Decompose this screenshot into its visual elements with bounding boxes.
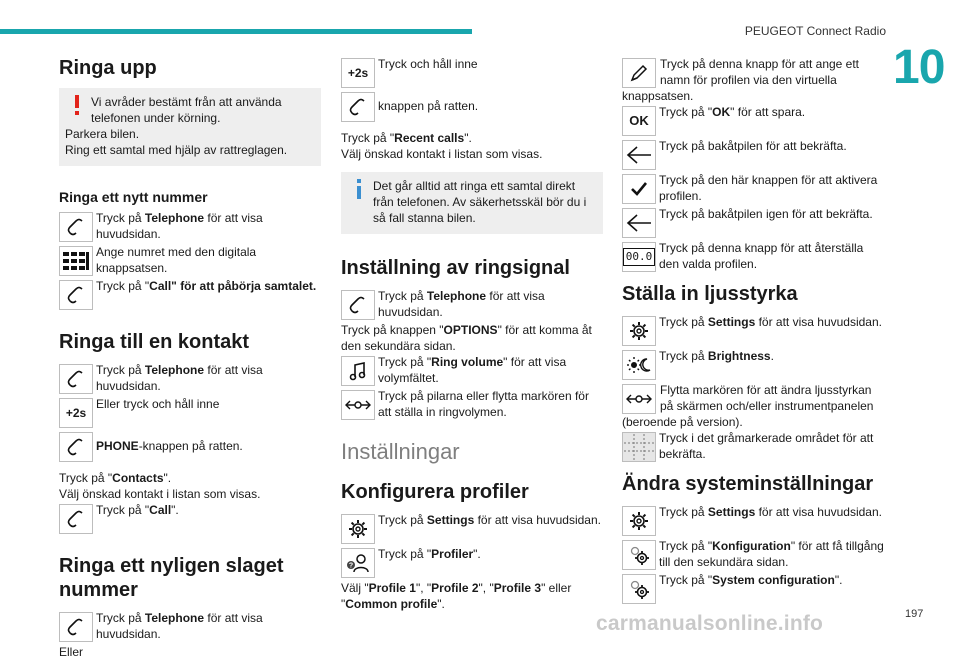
heading-ringtone: Inställning av ringsignal xyxy=(341,257,570,279)
gears-icon xyxy=(622,574,656,604)
step-ok: OK Tryck på "OK" för att spara. xyxy=(622,104,884,138)
step-system-config: Tryck på "System configuration". xyxy=(622,572,884,606)
info-note: Det går alltid att ringa ett samtal direkt från telefonen. Av säkerhetsskäl bör du i så fall stanna bilen. xyxy=(341,172,603,234)
slider-arrows-icon xyxy=(341,390,375,420)
warning-note xyxy=(59,88,321,166)
step-activate: Tryck på den här knappen för att aktivera profilen. xyxy=(622,172,884,206)
heading-profiles: Konfigurera profiler xyxy=(341,481,529,503)
heading-contact: Ringa till en kontakt xyxy=(59,331,250,353)
heading-new-number: Ringa ett nytt nummer xyxy=(59,189,208,205)
step-ring-volume: Tryck på "Ring volume" för att visa volymfältet. xyxy=(341,354,603,388)
column-1: Ringa upp Vi avråder bestämt från att använda telefonen under körning. Parkera bilen. Ring ett samtal med hjälp av rattreglagen. Ringa ett nytt nummer Tryck på Telephone för att visa huvudsidan. Ange numret med den digitala knappsatsen. Tryck på "Call" för att påbörja samtalet. Ringa till en kontakt Tryck på Telephone för att visa huvudsidan. +2s Eller tryck och håll inne PHONE-knappen på ratten. Tryck på "Contacts". Välj önskad kontakt i listan som visas. Tryck på "Call". Ringa ett nyligen slaget nummer Tryck på Telephone för att visa huvudsidan. Eller xyxy=(59,56,321,660)
step-phone-button: PHONE-knappen på ratten. xyxy=(59,430,321,470)
warning-text-1: Vi avråder bestämt från att använda telefonen under körning. xyxy=(91,95,282,125)
column-3 xyxy=(622,56,884,606)
hold-2s-icon: +2s xyxy=(59,398,93,428)
keypad-icon xyxy=(59,246,93,276)
telephone-icon xyxy=(59,432,93,462)
column-2: +2s Tryck och håll inne knappen på ratten. Tryck på "Recent calls". Välj önskad kontakt i listan som visas. Det går alltid att ringa ett samtal direkt från telefonen. Av säkerhetsskäl bör du i så fall stanna bilen. Inställning av ringsignal Tryck på Telephone för att visa huvudsidan. Tryck på knappen "OPTIONS" för att komma åt den sekundära sidan. Tryck på "Ring volume" för att visa volymfältet. Tryck på pilarna eller flytta markören för att ställa in ringvolymen. Inställningar Konfigurera profiler Tryck på Settings för att visa huvudsidan. ? Tryck på "Profiler". Välj "Profile 1", "Profile 2", "Profile 3" eller "Common profile". xyxy=(341,57,601,611)
profile-icon xyxy=(341,548,375,578)
header-accent-bar xyxy=(0,29,472,34)
step-back-again: Tryck på bakåtpilen igen för att bekräfta. xyxy=(622,206,884,240)
step-hold-2: +2s Tryck och håll inne xyxy=(341,56,603,90)
telephone-icon xyxy=(341,92,375,122)
step-move-slider: Flytta markören för att ändra ljusstyrkan på skärmen och/eller instrumentpanelen (beroende på version). xyxy=(622,383,874,429)
gear-icon xyxy=(622,506,656,536)
heading-settings: Inställningar xyxy=(341,439,460,464)
telephone-icon xyxy=(59,612,93,642)
checkmark-icon xyxy=(622,174,656,204)
pencil-icon xyxy=(622,58,656,88)
back-arrow-icon xyxy=(622,208,656,238)
step-wheel-button: knappen på ratten. xyxy=(341,90,603,130)
header-title: PEUGEOT Connect Radio xyxy=(744,24,886,38)
step-telephone-2: Tryck på Telephone för att visa huvudsidan. xyxy=(59,362,321,396)
step-telephone-4: Tryck på Telephone för att visa huvudsidan. xyxy=(341,288,603,322)
warning-text-2: Parkera bilen. xyxy=(65,127,140,141)
heading-brightness: Ställa in ljusstyrka xyxy=(622,283,798,305)
step-back: Tryck på bakåtpilen för att bekräfta. xyxy=(622,138,884,172)
step-profile-name: Tryck på denna knapp för att ange ett namn för profilen via den virtuella knappsatsen. xyxy=(622,57,860,103)
info-icon xyxy=(353,178,365,200)
telephone-icon xyxy=(59,364,93,394)
ok-button-icon: OK xyxy=(622,106,656,136)
step-hold: +2s Eller tryck och håll inne xyxy=(59,396,321,430)
heading-recent: Ringa ett nyligen slaget nummer xyxy=(59,555,284,601)
step-slider: Tryck på pilarna eller flytta markören för att ställa in ringvolymen. xyxy=(341,388,603,422)
svg-text:?: ? xyxy=(348,562,354,570)
gear-icon xyxy=(622,316,656,346)
step-settings-2: Tryck på Settings för att visa huvudsidan. xyxy=(622,314,884,348)
step-telephone-3: Tryck på Telephone för att visa huvudsidan. xyxy=(59,610,321,644)
telephone-icon xyxy=(59,280,93,310)
music-note-icon xyxy=(341,356,375,386)
step-settings: Tryck på Settings för att visa huvudsidan. xyxy=(341,512,603,546)
warning-text-3: Ring ett samtal med hjälp av rattreglagen. xyxy=(65,143,288,157)
slider-arrows-icon xyxy=(622,384,656,414)
reset-button-icon: 00.0 xyxy=(622,242,656,272)
step-call-contact: Tryck på "Call". xyxy=(59,502,321,536)
chapter-number: 10 xyxy=(893,41,945,94)
step-settings-3: Tryck på Settings för att visa huvudsidan. xyxy=(622,504,884,538)
heading-system: Ändra systeminställningar xyxy=(622,473,874,495)
heading-call: Ringa upp xyxy=(59,57,157,79)
step-reset: 00.0 Tryck på denna knapp för att återställa den valda profilen. xyxy=(622,240,884,274)
telephone-icon xyxy=(59,212,93,242)
telephone-icon xyxy=(341,290,375,320)
step-confirm-area: Tryck i det gråmarkerade området för att bekräfta. xyxy=(622,430,884,464)
warning-icon xyxy=(71,94,83,116)
back-arrow-icon xyxy=(622,140,656,170)
telephone-icon xyxy=(59,504,93,534)
step-configuration: Tryck på "Konfiguration" för att få tillgång till den sekundära sidan. xyxy=(622,538,884,572)
page-number: 197 xyxy=(905,608,924,620)
gears-icon xyxy=(622,540,656,570)
grey-area-icon xyxy=(622,432,656,462)
hold-2s-icon: +2s xyxy=(341,58,375,88)
brightness-icon xyxy=(622,350,656,380)
step-call: Tryck på "Call" för att påbörja samtalet. xyxy=(59,278,321,312)
gear-icon xyxy=(341,514,375,544)
step-brightness: Tryck på Brightness. xyxy=(622,348,884,382)
step-profiles: ? Tryck på "Profiler". xyxy=(341,546,603,580)
watermark: carmanualsonline.info xyxy=(596,612,824,635)
step-telephone: Tryck på Telephone för att visa huvudsidan. xyxy=(59,210,321,244)
step-keypad: Ange numret med den digitala knappsatsen. xyxy=(59,244,321,278)
